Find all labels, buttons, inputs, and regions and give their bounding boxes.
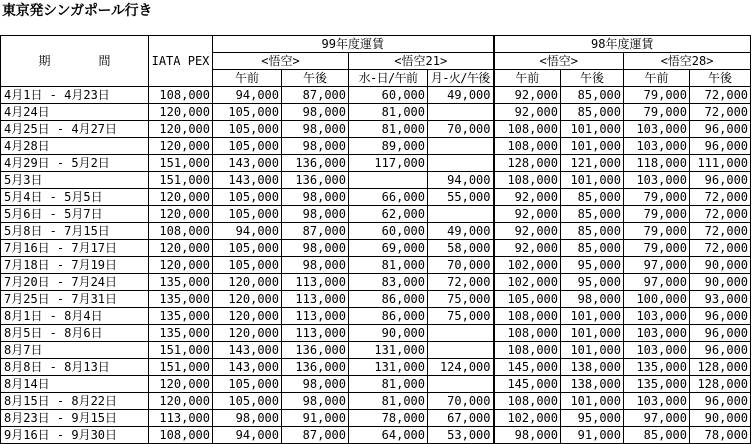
fare-cell: 103,000 bbox=[624, 393, 690, 410]
fare-cell: 96,000 bbox=[690, 393, 751, 410]
fare-cell: 120,000 bbox=[213, 308, 282, 325]
header-am: 午前 bbox=[213, 70, 282, 87]
fare-cell: 120,000 bbox=[149, 189, 213, 206]
fare-cell: 151,000 bbox=[149, 155, 213, 172]
fare-cell: 105,000 bbox=[213, 121, 282, 138]
header-pm: 午後 bbox=[690, 70, 751, 87]
fare-cell: 98,000 bbox=[494, 427, 561, 444]
fare-cell: 98,000 bbox=[282, 121, 349, 138]
fare-cell: 94,000 bbox=[213, 87, 282, 104]
fare-cell: 90,000 bbox=[690, 274, 751, 291]
fare-cell: 120,000 bbox=[149, 240, 213, 257]
fare-cell: 72,000 bbox=[690, 206, 751, 223]
header-iata-pex: IATA PEX bbox=[149, 36, 213, 87]
fare-cell: 85,000 bbox=[561, 87, 624, 104]
fare-cell: 97,000 bbox=[624, 274, 690, 291]
table-row bbox=[1, 342, 751, 359]
fare-cell: 118,000 bbox=[624, 155, 690, 172]
table-row bbox=[1, 172, 751, 189]
table-row bbox=[1, 104, 751, 121]
table-row bbox=[1, 257, 751, 274]
fare-cell: 75,000 bbox=[428, 308, 494, 325]
period-cell: 5月8日 - 7月15日 bbox=[1, 223, 149, 240]
fare-cell bbox=[428, 342, 494, 359]
fare-cell: 92,000 bbox=[494, 206, 561, 223]
fare-cell: 87,000 bbox=[282, 223, 349, 240]
period-cell: 8月7日 bbox=[1, 342, 149, 359]
fare-cell: 113,000 bbox=[282, 274, 349, 291]
fare-cell: 108,000 bbox=[494, 308, 561, 325]
fare-cell: 103,000 bbox=[624, 342, 690, 359]
fare-cell: 103,000 bbox=[624, 172, 690, 189]
fare-cell: 92,000 bbox=[494, 104, 561, 121]
fare-cell: 70,000 bbox=[428, 257, 494, 274]
fare-cell: 81,000 bbox=[349, 393, 428, 410]
header-row-1 bbox=[1, 36, 751, 53]
header-pm: 午後 bbox=[561, 70, 624, 87]
period-cell: 7月18日 - 7月19日 bbox=[1, 257, 149, 274]
fare-cell: 95,000 bbox=[561, 257, 624, 274]
fare-cell: 108,000 bbox=[494, 172, 561, 189]
table-row bbox=[1, 376, 751, 393]
fare-cell: 98,000 bbox=[282, 104, 349, 121]
fare-cell: 98,000 bbox=[282, 189, 349, 206]
fare-cell: 69,000 bbox=[349, 240, 428, 257]
fare-cell: 120,000 bbox=[213, 291, 282, 308]
fare-cell: 91,000 bbox=[282, 410, 349, 427]
fare-cell: 97,000 bbox=[624, 257, 690, 274]
fare-cell: 108,000 bbox=[149, 87, 213, 104]
fare-cell: 121,000 bbox=[561, 155, 624, 172]
fare-cell: 105,000 bbox=[213, 138, 282, 155]
fare-cell: 143,000 bbox=[213, 342, 282, 359]
fare-cell: 64,000 bbox=[349, 427, 428, 444]
fare-cell: 81,000 bbox=[349, 376, 428, 393]
fare-cell: 138,000 bbox=[561, 359, 624, 376]
fare-cell: 98,000 bbox=[213, 410, 282, 427]
table-row bbox=[1, 325, 751, 342]
fare-cell: 120,000 bbox=[213, 325, 282, 342]
fare-cell: 98,000 bbox=[282, 376, 349, 393]
fare-cell: 145,000 bbox=[494, 359, 561, 376]
fare-cell: 72,000 bbox=[428, 274, 494, 291]
fare-cell: 143,000 bbox=[213, 155, 282, 172]
fare-cell: 85,000 bbox=[561, 223, 624, 240]
header-mon-tue-pm: 月-火/午後 bbox=[428, 70, 494, 87]
fare-cell: 111,000 bbox=[690, 155, 751, 172]
fare-cell: 81,000 bbox=[349, 121, 428, 138]
table-row bbox=[1, 206, 751, 223]
fare-cell: 128,000 bbox=[690, 376, 751, 393]
fare-cell: 135,000 bbox=[149, 308, 213, 325]
fare-cell: 145,000 bbox=[494, 376, 561, 393]
fare-cell: 49,000 bbox=[428, 223, 494, 240]
period-cell: 5月3日 bbox=[1, 172, 149, 189]
header-fy99: 99年度運賃 bbox=[213, 36, 494, 53]
period-cell: 8月15日 - 8月22日 bbox=[1, 393, 149, 410]
fare-cell: 92,000 bbox=[494, 189, 561, 206]
fare-cell: 98,000 bbox=[282, 206, 349, 223]
table-row bbox=[1, 410, 751, 427]
fare-cell: 101,000 bbox=[561, 393, 624, 410]
fare-cell: 131,000 bbox=[349, 342, 428, 359]
fare-cell: 101,000 bbox=[561, 172, 624, 189]
fare-cell: 94,000 bbox=[428, 172, 494, 189]
fare-cell: 103,000 bbox=[624, 325, 690, 342]
fare-cell: 102,000 bbox=[494, 274, 561, 291]
period-cell: 8月14日 bbox=[1, 376, 149, 393]
fare-cell: 85,000 bbox=[561, 240, 624, 257]
fare-cell: 151,000 bbox=[149, 172, 213, 189]
table-row bbox=[1, 189, 751, 206]
fare-cell: 90,000 bbox=[690, 410, 751, 427]
fare-cell: 96,000 bbox=[690, 308, 751, 325]
fare-cell: 78,000 bbox=[690, 427, 751, 444]
fare-cell: 108,000 bbox=[494, 342, 561, 359]
fare-cell: 113,000 bbox=[149, 410, 213, 427]
period-cell: 8月23日 - 9月15日 bbox=[1, 410, 149, 427]
fare-cell: 120,000 bbox=[213, 274, 282, 291]
fare-cell: 124,000 bbox=[428, 359, 494, 376]
fare-cell: 62,000 bbox=[349, 206, 428, 223]
table-row bbox=[1, 155, 751, 172]
fare-cell: 105,000 bbox=[213, 257, 282, 274]
fare-cell: 136,000 bbox=[282, 342, 349, 359]
fare-cell: 81,000 bbox=[349, 104, 428, 121]
fare-cell: 128,000 bbox=[690, 359, 751, 376]
period-cell: 4月28日 bbox=[1, 138, 149, 155]
fare-cell: 87,000 bbox=[282, 87, 349, 104]
fare-cell: 136,000 bbox=[282, 155, 349, 172]
fare-cell: 131,000 bbox=[349, 359, 428, 376]
fare-cell: 96,000 bbox=[690, 342, 751, 359]
fare-cell: 95,000 bbox=[561, 274, 624, 291]
fare-table bbox=[0, 35, 751, 444]
fare-cell: 120,000 bbox=[149, 104, 213, 121]
fare-cell: 105,000 bbox=[213, 240, 282, 257]
fare-cell: 87,000 bbox=[282, 427, 349, 444]
fare-cell: 105,000 bbox=[213, 393, 282, 410]
fare-cell: 151,000 bbox=[149, 359, 213, 376]
fare-cell: 120,000 bbox=[149, 257, 213, 274]
fare-cell: 72,000 bbox=[690, 240, 751, 257]
fare-cell: 101,000 bbox=[561, 325, 624, 342]
fare-cell: 85,000 bbox=[561, 206, 624, 223]
table-row bbox=[1, 240, 751, 257]
fare-cell: 113,000 bbox=[282, 325, 349, 342]
fare-cell: 72,000 bbox=[690, 189, 751, 206]
period-cell: 5月4日 - 5月5日 bbox=[1, 189, 149, 206]
fare-cell: 97,000 bbox=[624, 410, 690, 427]
period-cell: 7月16日 - 7月17日 bbox=[1, 240, 149, 257]
fare-cell: 120,000 bbox=[149, 376, 213, 393]
table-row bbox=[1, 427, 751, 444]
period-cell: 4月1日 - 4月23日 bbox=[1, 87, 149, 104]
fare-cell: 95,000 bbox=[561, 410, 624, 427]
fare-cell: 93,000 bbox=[690, 291, 751, 308]
period-cell: 8月5日 - 8月6日 bbox=[1, 325, 149, 342]
period-cell: 4月24日 bbox=[1, 104, 149, 121]
header-gokuu-99: <悟空> bbox=[213, 53, 349, 70]
fare-cell: 108,000 bbox=[494, 325, 561, 342]
fare-cell: 85,000 bbox=[561, 189, 624, 206]
fare-cell: 135,000 bbox=[149, 274, 213, 291]
fare-cell: 89,000 bbox=[349, 138, 428, 155]
period-cell: 4月29日 - 5月2日 bbox=[1, 155, 149, 172]
fare-cell: 120,000 bbox=[149, 138, 213, 155]
table-row bbox=[1, 359, 751, 376]
fare-cell: 102,000 bbox=[494, 410, 561, 427]
fare-cell: 105,000 bbox=[213, 376, 282, 393]
fare-cell: 113,000 bbox=[282, 291, 349, 308]
fare-cell: 92,000 bbox=[494, 240, 561, 257]
fare-cell: 79,000 bbox=[624, 87, 690, 104]
fare-cell: 60,000 bbox=[349, 223, 428, 240]
fare-cell: 98,000 bbox=[282, 393, 349, 410]
fare-cell: 108,000 bbox=[149, 223, 213, 240]
fare-cell: 94,000 bbox=[213, 223, 282, 240]
table-row bbox=[1, 121, 751, 138]
fare-cell: 79,000 bbox=[624, 223, 690, 240]
fare-cell: 98,000 bbox=[282, 138, 349, 155]
fare-cell: 70,000 bbox=[428, 393, 494, 410]
fare-cell: 135,000 bbox=[624, 376, 690, 393]
header-pm: 午後 bbox=[282, 70, 349, 87]
table-row bbox=[1, 308, 751, 325]
fare-cell: 120,000 bbox=[149, 206, 213, 223]
table-row bbox=[1, 223, 751, 240]
fare-cell: 136,000 bbox=[282, 359, 349, 376]
fare-cell: 120,000 bbox=[149, 121, 213, 138]
fare-cell: 92,000 bbox=[494, 87, 561, 104]
fare-cell: 135,000 bbox=[624, 359, 690, 376]
fare-cell: 96,000 bbox=[690, 121, 751, 138]
fare-cell bbox=[428, 206, 494, 223]
fare-cell: 79,000 bbox=[624, 104, 690, 121]
fare-cell: 108,000 bbox=[149, 427, 213, 444]
fare-cell bbox=[428, 155, 494, 172]
fare-cell: 98,000 bbox=[282, 257, 349, 274]
fare-cell: 135,000 bbox=[149, 325, 213, 342]
header-am: 午前 bbox=[624, 70, 690, 87]
fare-cell: 151,000 bbox=[149, 342, 213, 359]
table-row bbox=[1, 274, 751, 291]
fare-cell bbox=[428, 325, 494, 342]
fare-cell: 102,000 bbox=[494, 257, 561, 274]
fare-cell: 108,000 bbox=[494, 393, 561, 410]
fare-cell bbox=[428, 376, 494, 393]
fare-cell: 86,000 bbox=[349, 291, 428, 308]
fare-cell: 96,000 bbox=[690, 325, 751, 342]
fare-cell: 83,000 bbox=[349, 274, 428, 291]
period-cell: 4月25日 - 4月27日 bbox=[1, 121, 149, 138]
fare-cell: 105,000 bbox=[213, 104, 282, 121]
fare-cell: 101,000 bbox=[561, 138, 624, 155]
fare-cell: 103,000 bbox=[624, 138, 690, 155]
fare-cell: 58,000 bbox=[428, 240, 494, 257]
fare-cell: 120,000 bbox=[149, 393, 213, 410]
header-gokuu-98: <悟空> bbox=[494, 53, 624, 70]
fare-cell: 94,000 bbox=[213, 427, 282, 444]
fare-cell bbox=[428, 104, 494, 121]
fare-cell: 91,000 bbox=[561, 427, 624, 444]
fare-cell: 79,000 bbox=[624, 240, 690, 257]
fare-cell: 81,000 bbox=[349, 257, 428, 274]
fare-cell: 79,000 bbox=[624, 189, 690, 206]
fare-cell: 79,000 bbox=[624, 206, 690, 223]
period-cell: 8月8日 - 8月13日 bbox=[1, 359, 149, 376]
table-row bbox=[1, 87, 751, 104]
fare-cell: 103,000 bbox=[624, 308, 690, 325]
period-cell: 7月20日 - 7月24日 bbox=[1, 274, 149, 291]
fare-cell: 72,000 bbox=[690, 104, 751, 121]
period-cell: 7月25日 - 7月31日 bbox=[1, 291, 149, 308]
fare-cell: 98,000 bbox=[561, 291, 624, 308]
fare-cell: 101,000 bbox=[561, 121, 624, 138]
fare-cell: 101,000 bbox=[561, 308, 624, 325]
fare-cell: 86,000 bbox=[349, 308, 428, 325]
fare-cell: 90,000 bbox=[690, 257, 751, 274]
fare-cell: 92,000 bbox=[494, 223, 561, 240]
fare-cell: 138,000 bbox=[561, 376, 624, 393]
fare-cell: 72,000 bbox=[690, 87, 751, 104]
header-am: 午前 bbox=[494, 70, 561, 87]
fare-cell: 135,000 bbox=[149, 291, 213, 308]
fare-cell: 90,000 bbox=[349, 325, 428, 342]
fare-cell: 101,000 bbox=[561, 342, 624, 359]
fare-cell: 143,000 bbox=[213, 172, 282, 189]
period-cell: 8月1日 - 8月4日 bbox=[1, 308, 149, 325]
header-period: 期 間 bbox=[1, 36, 149, 87]
fare-cell: 100,000 bbox=[624, 291, 690, 308]
fare-cell: 96,000 bbox=[690, 138, 751, 155]
fare-cell bbox=[349, 172, 428, 189]
header-wed-sun-am: 水-日/午前 bbox=[349, 70, 428, 87]
fare-cell bbox=[428, 138, 494, 155]
table-row bbox=[1, 291, 751, 308]
table-row bbox=[1, 393, 751, 410]
header-fy98: 98年度運賃 bbox=[494, 36, 751, 53]
fare-cell: 108,000 bbox=[494, 138, 561, 155]
fare-cell: 128,000 bbox=[494, 155, 561, 172]
fare-cell: 85,000 bbox=[624, 427, 690, 444]
fare-cell: 53,000 bbox=[428, 427, 494, 444]
fare-cell: 108,000 bbox=[494, 121, 561, 138]
fare-cell: 117,000 bbox=[349, 155, 428, 172]
period-cell: 5月6日 - 5月7日 bbox=[1, 206, 149, 223]
fare-cell: 105,000 bbox=[213, 189, 282, 206]
fare-cell: 60,000 bbox=[349, 87, 428, 104]
fare-cell: 103,000 bbox=[624, 121, 690, 138]
fare-cell: 75,000 bbox=[428, 291, 494, 308]
fare-cell: 70,000 bbox=[428, 121, 494, 138]
fare-cell: 49,000 bbox=[428, 87, 494, 104]
fare-cell: 72,000 bbox=[690, 223, 751, 240]
fare-cell: 85,000 bbox=[561, 104, 624, 121]
fare-cell: 98,000 bbox=[282, 240, 349, 257]
fare-cell: 136,000 bbox=[282, 172, 349, 189]
header-gokuu21: <悟空21> bbox=[349, 53, 494, 70]
page-title: 東京発シンガポール行き bbox=[2, 3, 153, 19]
header-gokuu28: <悟空28> bbox=[624, 53, 751, 70]
fare-cell: 113,000 bbox=[282, 308, 349, 325]
fare-cell: 96,000 bbox=[690, 172, 751, 189]
fare-cell: 105,000 bbox=[494, 291, 561, 308]
fare-cell: 55,000 bbox=[428, 189, 494, 206]
fare-cell: 105,000 bbox=[213, 206, 282, 223]
fare-cell: 78,000 bbox=[349, 410, 428, 427]
period-cell: 9月16日 - 9月30日 bbox=[1, 427, 149, 444]
table-row bbox=[1, 138, 751, 155]
fare-cell: 67,000 bbox=[428, 410, 494, 427]
fare-cell: 143,000 bbox=[213, 359, 282, 376]
fare-cell: 66,000 bbox=[349, 189, 428, 206]
